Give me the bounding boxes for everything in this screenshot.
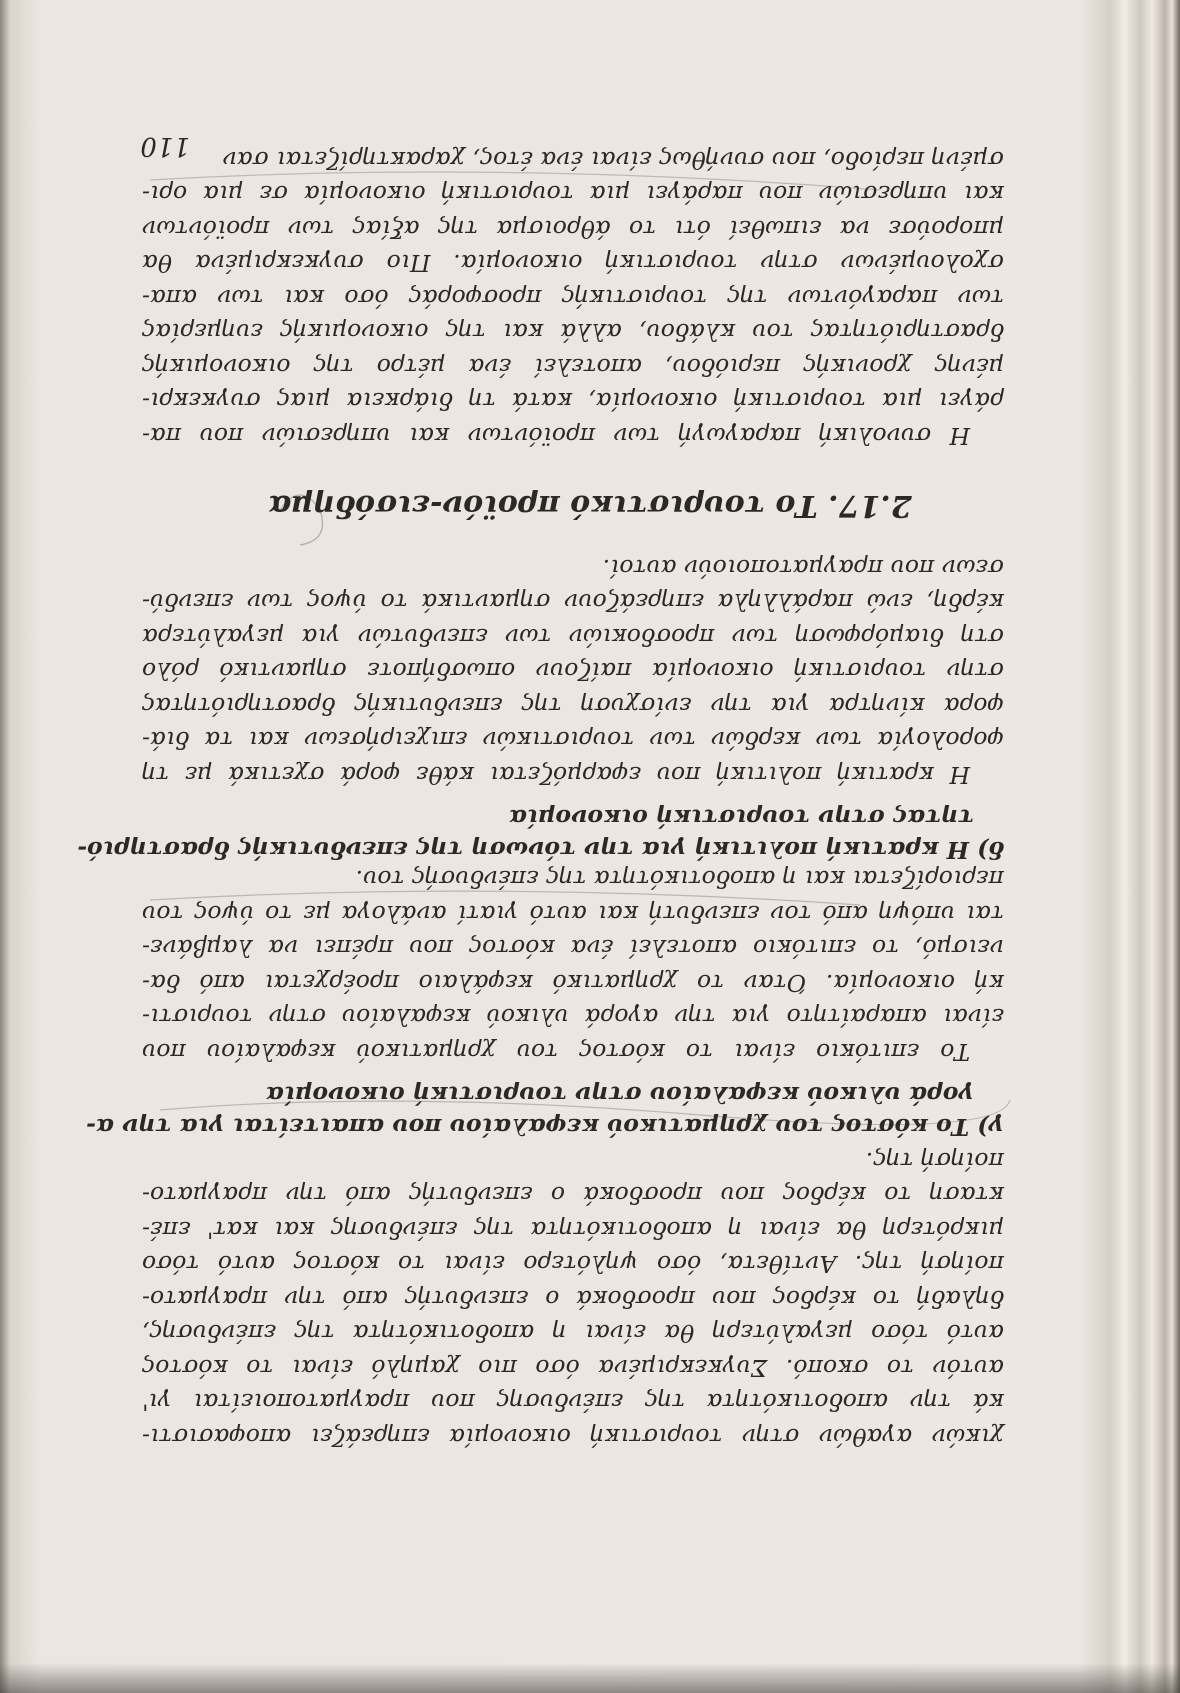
text-line: αυτό τόσο μεγαλύτερη θα είναι η αποδοτικότητα της επένδυσης, (142, 1319, 1004, 1348)
text-line: ται υπόψη από τον επενδυτή και αυτό γιατί ανάλογα με το ύψος του (142, 900, 1004, 928)
text-line: στη διαμόρφωση των προσδοκιών των επενδυτών για μεγαλύτερα (142, 623, 1004, 651)
text-line: κά την αποδοτικότητα της επένδυσης που πραγματοποιείται γι' (142, 1388, 1004, 1417)
text-line: των παραγόντων της τουριστικής προσφοράς όσο και των απα- (142, 284, 1004, 312)
text-line: ποίησή της. (865, 1147, 1004, 1175)
text-line: κέρδη, ενώ παράλληλα επηρεάζουν σημαντικά το ύψος των επενδύ- (142, 588, 1004, 617)
text-line: μικρότερη θα είναι η αποδοτικότητα της επένδυσης και κατ' επέ- (142, 1216, 1004, 1244)
page-number: 110 (140, 131, 190, 161)
subsection-heading (86, 1079, 1004, 1143)
text-line: μένης χρονικής περιόδου, αποτελεί ένα μέτρο της οικονομικής (142, 353, 1004, 381)
text-line: γορά υλικού κεφαλαίου στην τουριστική οικονομία (265, 1081, 974, 1109)
text-line: σεων που πραγματοποιούν αυτοί. (602, 554, 1004, 582)
text-line: Το επιτόκιο είναι το κόστος του χρηματικού κεφαλαίου που (142, 1038, 970, 1066)
text-line: Η συνολική παραγωγή των προϊόντων και υπηρεσιών που πα- (142, 422, 970, 450)
text-line: ράγει μια τουριστική οικονομία, κατά τη διάρκεια μιας συγκεκρι- (142, 387, 1004, 416)
text-line: φορολογία των κερδών των τουριστικών επιχειρήσεων και τα διά- (142, 726, 1004, 755)
paragraph (142, 1144, 1004, 1455)
text-line: σχολουμένων στην τουριστική οικονομία. Πιο συγκεκριμένα θα (142, 249, 1004, 278)
text-line: ποίησή της. Αντίθετα, όσο ψηλότερο είναι το κόστος αυτό τόσο (142, 1250, 1004, 1279)
text-line: σμένη περίοδο, που συνήθως είναι ένα έτος, χαρακτηρίζεται σαν (222, 146, 1004, 174)
text-line: και υπηρεσιών που παράγει μια τουριστική οικονομία σε μια ορι- (142, 180, 1004, 209)
paragraph (142, 143, 1004, 454)
text-line: κή οικονομία. Όταν το χρηματικό κεφάλαιο προέρχεται από δα- (142, 969, 1004, 997)
text-line: κταση το κέρδος που προσδοκά ο επενδυτής από την πραγματο- (142, 1181, 1004, 1210)
text-line: περιορίζεται και η αποδοτικότητα της επένδυσής του. (355, 865, 1004, 894)
paragraph (142, 862, 1004, 1069)
text-line: δηλαδή το κέρδος που προσδοκά ο επενδυτής από την πραγματο- (142, 1285, 1004, 1313)
text-line: νεισμό, το επιτόκιο αποτελεί ένα κόστος που πρέπει να λαμβάνε- (142, 934, 1004, 963)
text-line: χικών αγαθών στην τουριστική οικονομία επηρεάζει αποφασιστι- (142, 1423, 1004, 1451)
text-line: αυτόν το σκοπό. Συγκεκριμένα όσο πιο χαμηλό είναι το κόστος (142, 1354, 1004, 1382)
text-line: μπορούσε να ειπωθεί ότι το άθροισμα της αξίας των προϊόντων (142, 215, 1004, 243)
subsection-heading (77, 802, 1004, 866)
text-line: γ) Το κόστος του χρηματικού κεφαλαίου που απαιτείται για την α- (86, 1113, 1004, 1141)
text-line: δ) Η κρατική πολιτική για την τόνωση της επενδυτικής δραστηριό- (77, 836, 1004, 864)
text-line: Η κρατική πολιτική που εφαρμόζεται κάθε φορά σχετικά με τη (142, 761, 970, 789)
text-line: δραστηριότητας του κλάδου, αλλά και της οικονομικής ευημερίας (142, 318, 1004, 347)
section-heading: 2.17. Το τουριστικό προϊόν-εισόδημα (268, 488, 912, 523)
paragraph (142, 551, 1004, 793)
text-line: φορα κίνητρα για την ενίσχυση της επενδυτικής δραστηριότητας (142, 692, 1004, 720)
text-line: τητας στην τουριστική οικονομία (508, 804, 974, 832)
text-line: είναι απαραίτητο για την αγορά υλικού κεφαλαίου στην τουριστι- (142, 1003, 1004, 1032)
text-line: στην τουριστική οικονομία παίζουν οπωσδήποτε σημαντικό ρόλο (142, 657, 1004, 686)
